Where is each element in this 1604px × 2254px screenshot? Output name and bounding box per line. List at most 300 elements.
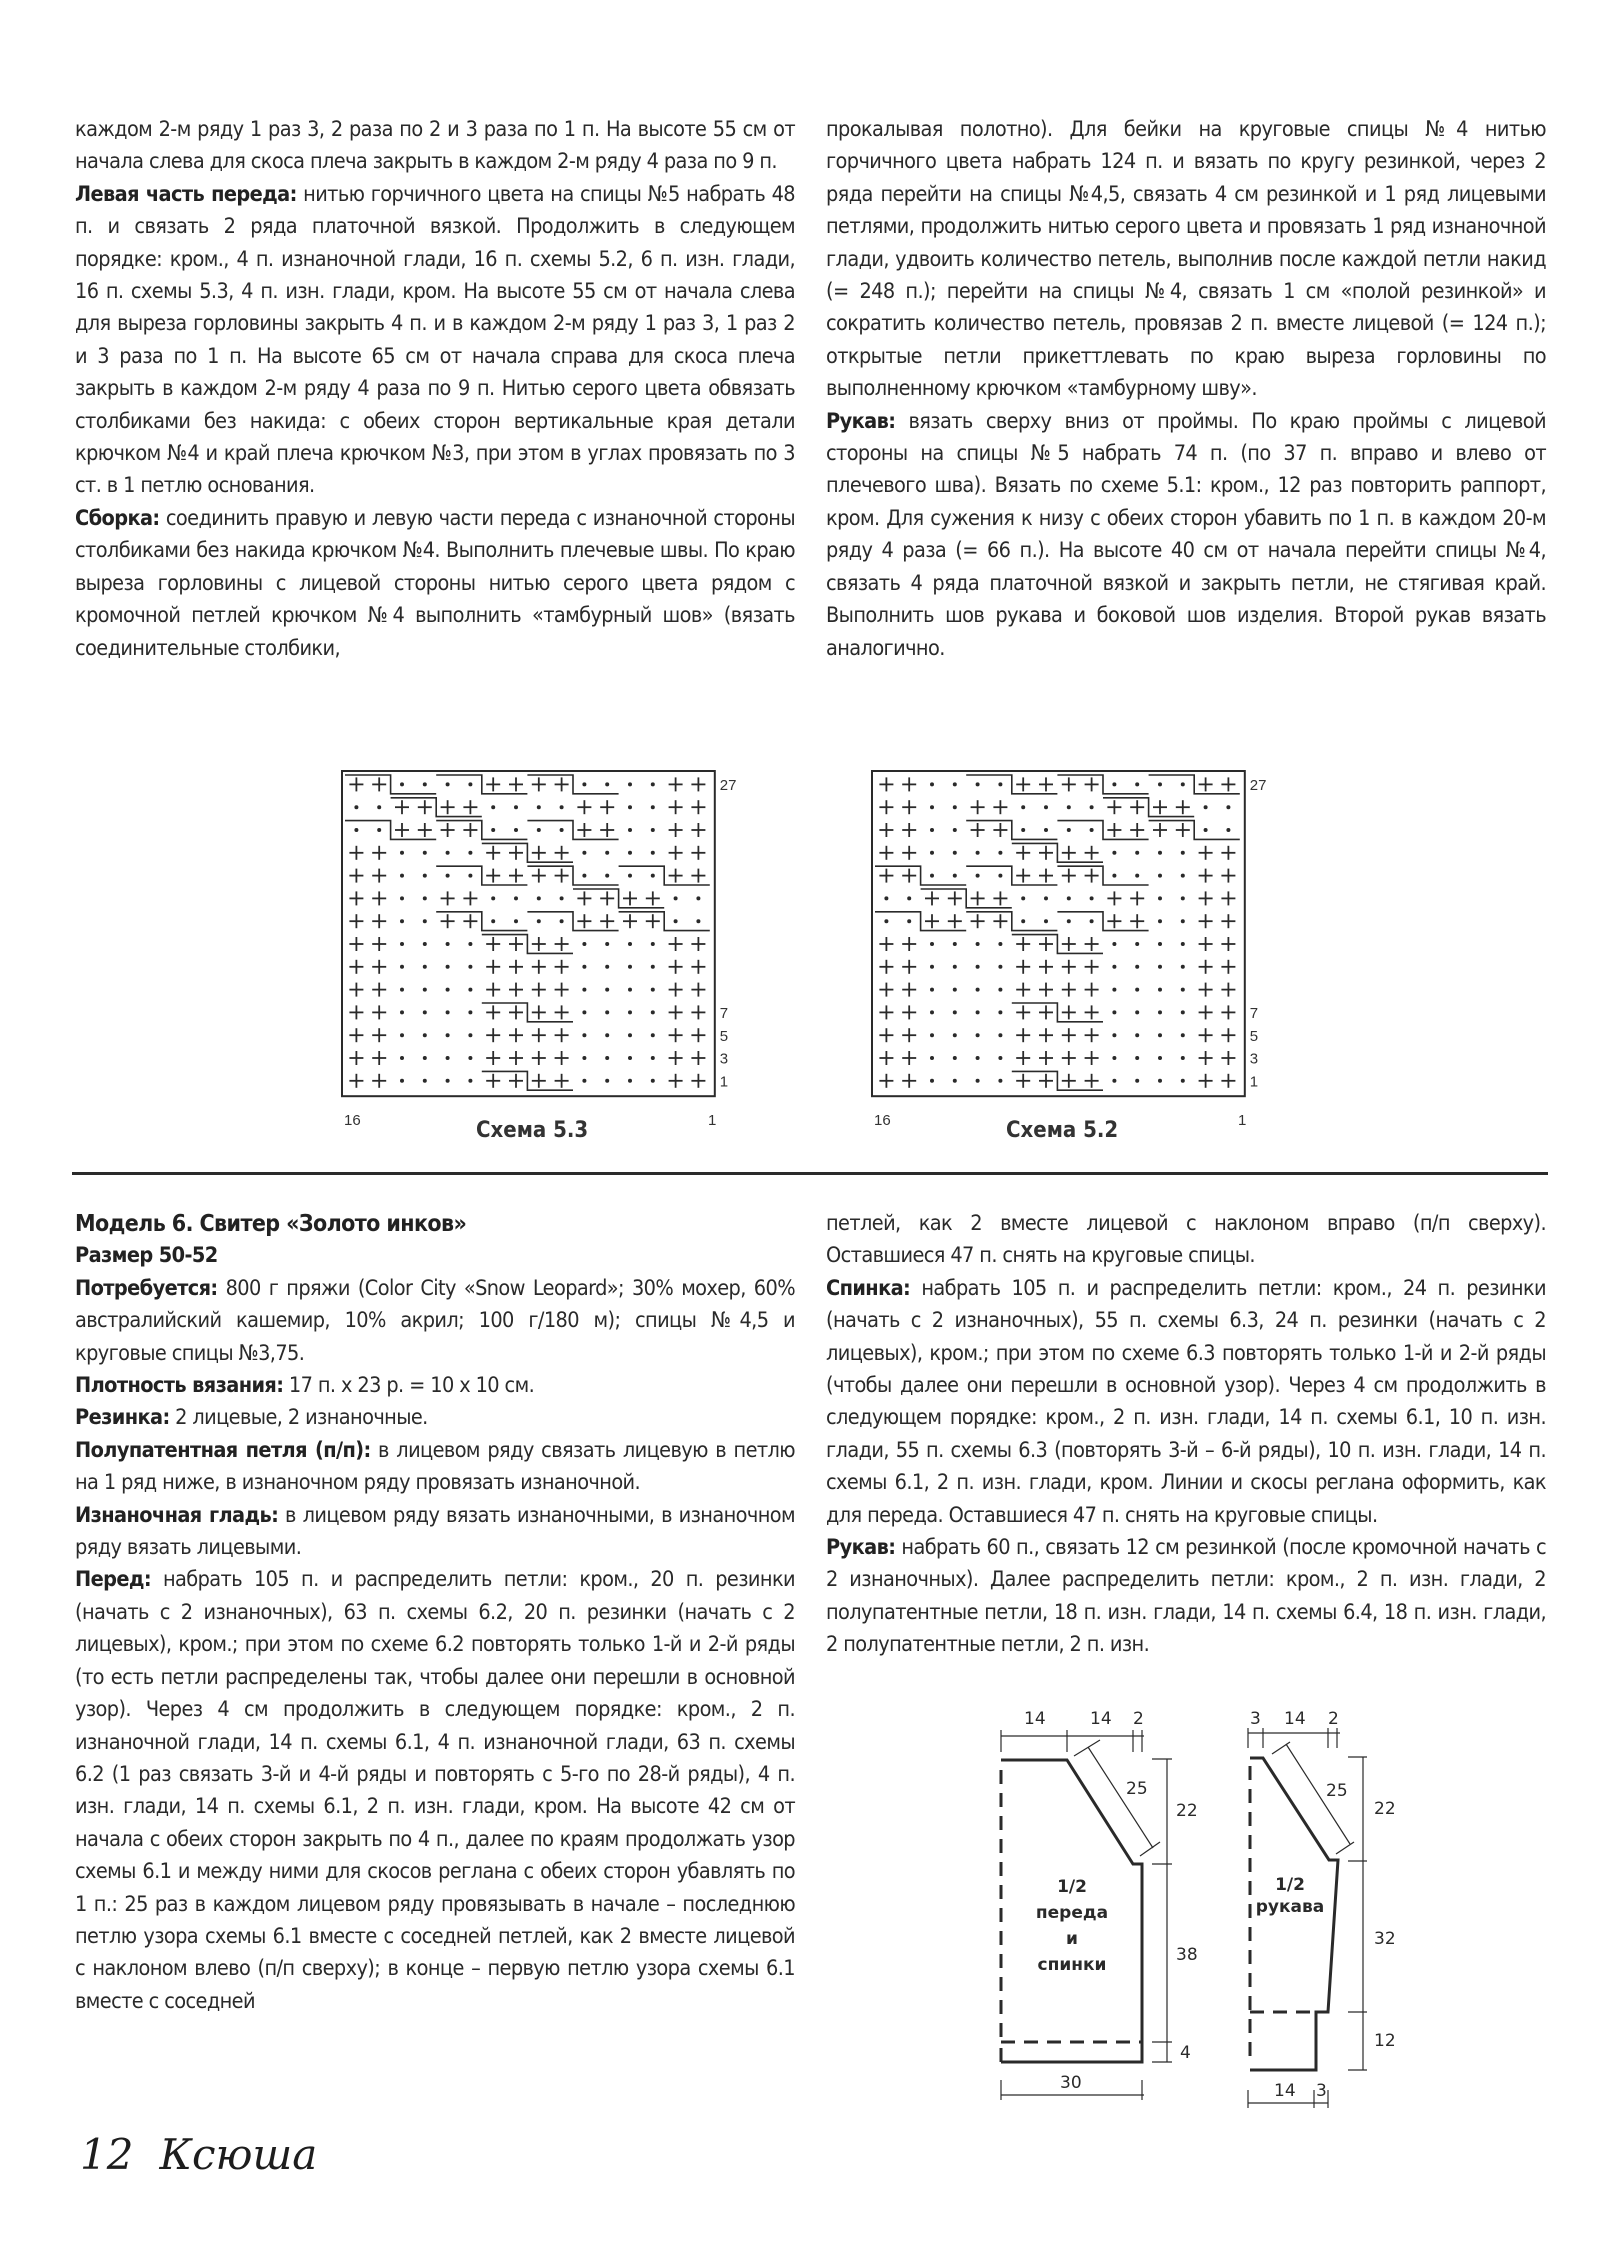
- purl-stitch-symbol: [423, 1010, 427, 1014]
- purl-stitch-symbol: [605, 1033, 609, 1037]
- purl-stitch-symbol: [1044, 828, 1048, 832]
- purl-stitch-symbol: [1112, 782, 1116, 786]
- purl-stitch-symbol: [976, 851, 980, 855]
- schematic-sleeve: [1210, 1700, 1410, 2124]
- purl-stitch-symbol: [930, 828, 934, 832]
- chart-col-label-left: 16: [344, 1112, 361, 1129]
- purl-stitch-symbol: [628, 1033, 632, 1037]
- purl-stitch-symbol: [674, 919, 678, 923]
- text-column-bottom-right: [826, 1208, 1546, 1662]
- purl-stitch-symbol: [651, 965, 655, 969]
- paragraph-assembly: [75, 503, 795, 665]
- purl-stitch-symbol: [514, 828, 518, 832]
- purl-stitch-symbol: [582, 1033, 586, 1037]
- purl-stitch-symbol: [1021, 919, 1025, 923]
- purl-stitch-symbol: [628, 988, 632, 992]
- purl-stitch-symbol: [976, 942, 980, 946]
- chart-grid: [341, 770, 761, 1110]
- purl-stitch-symbol: [446, 988, 450, 992]
- purl-stitch-symbol: [930, 1056, 934, 1060]
- text-column-top-left: [75, 114, 795, 665]
- section-text: в лицевом ряду связать лицевую в петлю на 1 ряд ниже, в изнаночном ряду провязать изнаночной.: [75, 1437, 795, 1496]
- purl-stitch-symbol: [953, 874, 957, 878]
- purl-stitch-symbol: [1226, 828, 1230, 832]
- purl-stitch-symbol: [1181, 1033, 1185, 1037]
- purl-stitch-symbol: [953, 965, 957, 969]
- purl-stitch-symbol: [651, 1010, 655, 1014]
- dim-top-3: 2: [1133, 1709, 1144, 1729]
- purl-stitch-symbol: [468, 1010, 472, 1014]
- purl-stitch-symbol: [1181, 874, 1185, 878]
- purl-stitch-symbol: [468, 965, 472, 969]
- paragraph-sleeve: [826, 1532, 1546, 1662]
- purl-stitch-symbol: [468, 1056, 472, 1060]
- purl-stitch-symbol: [976, 1010, 980, 1014]
- purl-stitch-symbol: [998, 942, 1002, 946]
- dim-right-2: 32: [1374, 1929, 1396, 1949]
- dim-right-3: 4: [1180, 2043, 1191, 2063]
- purl-stitch-symbol: [628, 965, 632, 969]
- text-column-top-right: [826, 114, 1546, 665]
- purl-stitch-symbol: [514, 896, 518, 900]
- chart-grid: [871, 770, 1291, 1110]
- purl-stitch-symbol: [1158, 782, 1162, 786]
- purl-stitch-symbol: [953, 988, 957, 992]
- purl-stitch-symbol: [930, 942, 934, 946]
- purl-stitch-symbol: [930, 782, 934, 786]
- purl-stitch-symbol: [423, 988, 427, 992]
- purl-stitch-symbol: [1021, 805, 1025, 809]
- section-heading: Резинка:: [75, 1405, 170, 1431]
- purl-stitch-symbol: [930, 988, 934, 992]
- purl-stitch-symbol: [1135, 874, 1139, 878]
- dim-top-1: 14: [1024, 1709, 1046, 1729]
- purl-stitch-symbol: [400, 896, 404, 900]
- purl-stitch-symbol: [491, 805, 495, 809]
- purl-stitch-symbol: [628, 805, 632, 809]
- purl-stitch-symbol: [1135, 965, 1139, 969]
- purl-stitch-symbol: [582, 1056, 586, 1060]
- purl-stitch-symbol: [1158, 1010, 1162, 1014]
- purl-stitch-symbol: [400, 1079, 404, 1083]
- purl-stitch-symbol: [651, 874, 655, 878]
- purl-stitch-symbol: [1158, 919, 1162, 923]
- purl-stitch-symbol: [998, 874, 1002, 878]
- purl-stitch-symbol: [651, 1079, 655, 1083]
- schematic-label: 1/2: [1057, 1877, 1087, 1897]
- dim-top-1: 3: [1250, 1709, 1261, 1729]
- dim-right-2: 38: [1176, 1945, 1198, 1965]
- purl-stitch-symbol: [582, 965, 586, 969]
- purl-stitch-symbol: [605, 874, 609, 878]
- size-heading: Размер 50-52: [75, 1243, 218, 1269]
- section-heading: Изнаночная гладь:: [75, 1502, 279, 1528]
- purl-stitch-symbol: [953, 805, 957, 809]
- purl-stitch-symbol: [976, 1079, 980, 1083]
- purl-stitch-symbol: [423, 896, 427, 900]
- dim-raglan: 25: [1326, 1781, 1348, 1801]
- section-text: в лицевом ряду вязать изнаночными, в изнаночном ряду вязать лицевыми.: [75, 1502, 795, 1561]
- purl-stitch-symbol: [1135, 1033, 1139, 1037]
- purl-stitch-symbol: [560, 919, 564, 923]
- purl-stitch-symbol: [423, 874, 427, 878]
- purl-stitch-symbol: [674, 896, 678, 900]
- purl-stitch-symbol: [468, 874, 472, 878]
- purl-stitch-symbol: [1181, 919, 1185, 923]
- purl-stitch-symbol: [446, 942, 450, 946]
- section-heading: Перед:: [75, 1567, 152, 1593]
- dim-bottom: 30: [1060, 2073, 1082, 2093]
- purl-stitch-symbol: [976, 1056, 980, 1060]
- magazine-name: Ксюша: [159, 2130, 318, 2179]
- purl-stitch-symbol: [628, 1079, 632, 1083]
- paragraph-gauge: [75, 1370, 795, 1402]
- schematic-label: рукава: [1255, 1897, 1325, 1917]
- purl-stitch-symbol: [423, 1033, 427, 1037]
- purl-stitch-symbol: [1181, 942, 1185, 946]
- purl-stitch-symbol: [976, 782, 980, 786]
- purl-stitch-symbol: [582, 874, 586, 878]
- text-column-bottom-left: [75, 1208, 795, 2018]
- section-text: 17 п. х 23 р. = 10 х 10 см.: [283, 1373, 535, 1399]
- paragraph-rib: [75, 1402, 795, 1434]
- purl-stitch-symbol: [930, 1010, 934, 1014]
- purl-stitch-symbol: [1204, 828, 1208, 832]
- paragraph: каждом 2-м ряду 1 раз 3, 2 раза по 2 и 3 раза по 1 п. На высоте 55 см от начала слева для скоса плеча закрыть в каждом 2-м ряду 4 раза по 9 п.: [75, 117, 795, 175]
- purl-stitch-symbol: [537, 828, 541, 832]
- section-text: набрать 105 п. и распределить петли: кром., 20 п. резинки (начать с 2 изнаночных), 63 п. схемы 6.2, 20 п. резинки (начать с 2 лицевых), кром.; при этом по схеме 6.2 повторять только 1-й и 2-й ряды (то есть петли распределены так, чтобы далее они перешли в основной узор). Через 4 см продолжить в следующем порядке: кром., 2 п. изнаночной глади, 14 п. схемы 6.1, 4 п. изнаночной глади, 63 п. схемы 6.2 (1 раз связать 3-й и 4-й ряды и повторять с 5-го по 28-й ряды), 4 п. изн. глади, 14 п. схемы 6.1, 2 п. изн. глади, кром. На высоте 42 см от начала с обеих сторон закрыть по 4 п., далее по краям продолжать узор схемы 6.1 и между ними для скосов реглана с обеих сторон убавлять по 1 п.: 25 раз в каждом лицевом ряду провязывать в начале – последнюю петлю узора схемы 6.1 вместе с соседней петлей, как 2 вместе лицевой с наклоном влево (п/п сверху); в конце – первую петлю узора схемы 6.1 вместе с соседней: [75, 1567, 795, 2014]
- purl-stitch-symbol: [1204, 805, 1208, 809]
- chart-col-label-right: 1: [708, 1112, 717, 1129]
- purl-stitch-symbol: [651, 805, 655, 809]
- purl-stitch-symbol: [1158, 851, 1162, 855]
- chart-border: [342, 771, 715, 1096]
- purl-stitch-symbol: [1090, 919, 1094, 923]
- paragraph: петлей, как 2 вместе лицевой с наклоном вправо (п/п сверху). Оставшиеся 47 п. снять на круговые спицы.: [826, 1211, 1546, 1269]
- paragraph-reverse-stockinette: [75, 1500, 795, 1565]
- purl-stitch-symbol: [628, 1056, 632, 1060]
- dim-top-2: 14: [1090, 1709, 1112, 1729]
- purl-stitch-symbol: [560, 896, 564, 900]
- paragraph-front: [75, 1564, 795, 2018]
- purl-stitch-symbol: [998, 851, 1002, 855]
- chart-col-label-right: 1: [1238, 1112, 1247, 1129]
- purl-stitch-symbol: [1067, 919, 1071, 923]
- section-text: набрать 105 п. и распределить петли: кром., 24 п. резинки (начать с 2 изнаночных), 55 п. схемы 6.3, 24 п. резинки (начать с 2 лицевых), кром.; при этом по схеме 6.3 повторять только 1-й и 2-й ряды (чтобы далее они перешли в основной узор). Через 4 см продолжить в следующем порядке: кром., 2 п. изн. глади, 14 п. схемы 6.1, 10 п. изн. глади, 55 п. схемы 6.3 (повторять 3-й – 6-й ряды), 10 п. изн. глади, 14 п. схемы 6.1, 2 п. изн. глади, кром. Линии и скосы реглана оформить, как для переда. Оставшиеся 47 п. снять на круговые спицы.: [826, 1275, 1546, 1528]
- knitting-chart-5-3: [341, 770, 761, 1110]
- purl-stitch-symbol: [1112, 1010, 1116, 1014]
- section-text: 800 г пряжи (Color City «Snow Leopard»; 30% мохер, 60% австралийский кашемир, 10% акрил; 100 г/180 м); спицы №4,5 и круговые спицы №3,75.: [75, 1275, 795, 1366]
- purl-stitch-symbol: [582, 988, 586, 992]
- purl-stitch-symbol: [605, 988, 609, 992]
- section-heading: Сборка:: [75, 505, 160, 531]
- purl-stitch-symbol: [423, 965, 427, 969]
- purl-stitch-symbol: [400, 942, 404, 946]
- model-size: [75, 1240, 795, 1272]
- purl-stitch-symbol: [446, 1033, 450, 1037]
- purl-stitch-symbol: [628, 782, 632, 786]
- page-footer: [80, 2130, 317, 2179]
- purl-stitch-symbol: [537, 896, 541, 900]
- purl-stitch-symbol: [628, 851, 632, 855]
- purl-stitch-symbol: [446, 874, 450, 878]
- purl-stitch-symbol: [930, 805, 934, 809]
- purl-stitch-symbol: [1044, 805, 1048, 809]
- purl-stitch-symbol: [400, 1010, 404, 1014]
- chart-row-label: 27: [1249, 777, 1267, 795]
- page-number: 12: [80, 2130, 134, 2179]
- purl-stitch-symbol: [651, 851, 655, 855]
- purl-stitch-symbol: [998, 1056, 1002, 1060]
- purl-stitch-symbol: [514, 919, 518, 923]
- purl-stitch-symbol: [998, 782, 1002, 786]
- purl-stitch-symbol: [1112, 988, 1116, 992]
- purl-stitch-symbol: [423, 1079, 427, 1083]
- purl-stitch-symbol: [605, 1079, 609, 1083]
- purl-stitch-symbol: [953, 1079, 957, 1083]
- purl-stitch-symbol: [976, 874, 980, 878]
- purl-stitch-symbol: [1044, 896, 1048, 900]
- dim-right-1: 22: [1374, 1799, 1396, 1819]
- purl-stitch-symbol: [605, 851, 609, 855]
- purl-stitch-symbol: [1158, 896, 1162, 900]
- purl-stitch-symbol: [537, 805, 541, 809]
- section-heading: Левая часть переда:: [75, 181, 297, 207]
- purl-stitch-symbol: [1181, 965, 1185, 969]
- purl-stitch-symbol: [1090, 828, 1094, 832]
- schematic-label: спинки: [1037, 1955, 1107, 1975]
- chart-caption: Схема 5.3: [476, 1118, 589, 1143]
- purl-stitch-symbol: [651, 942, 655, 946]
- purl-stitch-symbol: [998, 1033, 1002, 1037]
- purl-stitch-symbol: [468, 851, 472, 855]
- purl-stitch-symbol: [582, 1079, 586, 1083]
- section-text: соединить правую и левую части переда с изнаночной стороны столбиками без накида крючком №4. Выполнить плечевые швы. По краю выреза горловины с лицевой стороны нитью серого цвета рядом с кромочной петлей крючком №4 выполнить «тамбурный шов» (вязать соединительные столбики,: [75, 505, 795, 661]
- knitting-chart-5-2: [871, 770, 1291, 1110]
- section-heading: Плотность вязания:: [75, 1373, 284, 1399]
- purl-stitch-symbol: [1135, 782, 1139, 786]
- purl-stitch-symbol: [907, 919, 911, 923]
- purl-stitch-symbol: [930, 965, 934, 969]
- schematic-front-back-svg: [960, 1700, 1240, 2120]
- purl-stitch-symbol: [1158, 965, 1162, 969]
- chart-caption: Схема 5.2: [1006, 1118, 1119, 1143]
- purl-stitch-symbol: [1112, 851, 1116, 855]
- section-text: 2 лицевые, 2 изнаночные.: [169, 1405, 428, 1431]
- chart-row-label: 3: [719, 1050, 729, 1068]
- purl-stitch-symbol: [560, 805, 564, 809]
- purl-stitch-symbol: [560, 828, 564, 832]
- purl-stitch-symbol: [1181, 782, 1185, 786]
- dim-raglan: 25: [1126, 1779, 1148, 1799]
- chart-row-label: 27: [719, 777, 737, 795]
- purl-stitch-symbol: [537, 919, 541, 923]
- chart-row-label: 1: [719, 1073, 729, 1091]
- purl-stitch-symbol: [1135, 988, 1139, 992]
- purl-stitch-symbol: [651, 828, 655, 832]
- purl-stitch-symbol: [1158, 942, 1162, 946]
- purl-stitch-symbol: [930, 1033, 934, 1037]
- chart-row-label: 7: [719, 1005, 729, 1023]
- purl-stitch-symbol: [1158, 988, 1162, 992]
- purl-stitch-symbol: [930, 1079, 934, 1083]
- purl-stitch-symbol: [1021, 828, 1025, 832]
- purl-stitch-symbol: [1158, 1056, 1162, 1060]
- purl-stitch-symbol: [1135, 1079, 1139, 1083]
- purl-stitch-symbol: [582, 851, 586, 855]
- dim-top-2: 14: [1284, 1709, 1306, 1729]
- purl-stitch-symbol: [400, 851, 404, 855]
- purl-stitch-symbol: [1158, 874, 1162, 878]
- purl-stitch-symbol: [998, 988, 1002, 992]
- purl-stitch-symbol: [468, 1033, 472, 1037]
- purl-stitch-symbol: [605, 1010, 609, 1014]
- purl-stitch-symbol: [400, 988, 404, 992]
- purl-stitch-symbol: [1135, 851, 1139, 855]
- paragraph-left-front: [75, 179, 795, 503]
- purl-stitch-symbol: [1135, 1056, 1139, 1060]
- section-heading: Спинка:: [826, 1275, 911, 1301]
- paragraph-back: [826, 1273, 1546, 1532]
- purl-stitch-symbol: [884, 896, 888, 900]
- purl-stitch-symbol: [1112, 965, 1116, 969]
- purl-stitch-symbol: [1181, 1056, 1185, 1060]
- purl-stitch-symbol: [1067, 805, 1071, 809]
- purl-stitch-symbol: [953, 828, 957, 832]
- purl-stitch-symbol: [628, 942, 632, 946]
- purl-stitch-symbol: [1158, 1079, 1162, 1083]
- purl-stitch-symbol: [423, 782, 427, 786]
- chart-col-label-left: 16: [874, 1112, 891, 1129]
- section-text: вязать сверху вниз от проймы. По краю проймы с лицевой стороны на спицы №5 набрать 74 п. (по 37 п. вправо и влево от плечевого шва). Вязать по схеме 5.1: кром., 12 раз повторить раппорт, кром. Для сужения к низу с обеих сторон убавить по 1 п. в каждом 20-м ряду 4 раза (= 66 п.). На высоте 40 см от начала перейти спицы №4, связать 4 ряда платочной вязкой и закрыть петли, не стягивая край. Выполнить шов рукава и боковой шов изделия. Второй рукав вязать аналогично.: [826, 408, 1546, 661]
- chart-row-label: 3: [1249, 1050, 1259, 1068]
- section-heading: Полупатентная петля (п/п):: [75, 1437, 371, 1463]
- purl-stitch-symbol: [582, 1010, 586, 1014]
- purl-stitch-symbol: [354, 805, 358, 809]
- purl-stitch-symbol: [953, 942, 957, 946]
- purl-stitch-symbol: [696, 896, 700, 900]
- purl-stitch-symbol: [491, 919, 495, 923]
- purl-stitch-symbol: [651, 782, 655, 786]
- purl-stitch-symbol: [628, 1010, 632, 1014]
- section-heading: Рукав:: [826, 1535, 896, 1561]
- purl-stitch-symbol: [468, 988, 472, 992]
- purl-stitch-symbol: [605, 782, 609, 786]
- purl-stitch-symbol: [605, 965, 609, 969]
- schematic-sleeve-svg: [1210, 1700, 1410, 2120]
- purl-stitch-symbol: [884, 919, 888, 923]
- purl-stitch-symbol: [998, 1010, 1002, 1014]
- chart-border: [872, 771, 1245, 1096]
- purl-stitch-symbol: [582, 942, 586, 946]
- purl-stitch-symbol: [468, 942, 472, 946]
- paragraph-halfpatent: [75, 1435, 795, 1500]
- purl-stitch-symbol: [976, 1033, 980, 1037]
- paragraph-sleeve: [826, 406, 1546, 665]
- purl-stitch-symbol: [953, 1033, 957, 1037]
- purl-stitch-symbol: [423, 942, 427, 946]
- purl-stitch-symbol: [423, 919, 427, 923]
- section-text: набрать 60 п., связать 12 см резинкой (после кромочной начать с 2 изнаночных). Далее распределить петли: кром., 2 п. изн. глади, 2 полупатентные петли, 18 п. изн. глади, 14 п. схемы 6.4, 18 п. изн. глади, 2 полупатентные петли, 2 п. изн.: [826, 1535, 1546, 1658]
- purl-stitch-symbol: [628, 828, 632, 832]
- purl-stitch-symbol: [651, 1056, 655, 1060]
- purl-stitch-symbol: [400, 1056, 404, 1060]
- section-text: нитью горчичного цвета на спицы №5 набрать 48 п. и связать 2 ряда платочной вязкой. Продолжить в следующем порядке: кром., 4 п. изнаночной глади, 16 п. схемы 5.2, 6 п. изн. глади, 16 п. схемы 5.3, 4 п. изн. глади, кром. На высоте 55 см от начала слева для выреза горловины закрыть 4 п. и в каждом 2-м ряду 1 раз 3, 1 раз 2 и 3 раза по 1 п. На высоте 65 см от начала справа для скоса плеча закрыть в каждом 2-м ряду 4 раза по 9 п. Нитью серого цвета обвязать столбиками без накида: с обеих сторон вертикальные края детали крючком №4 и край плеча крючком №3, при этом в углах провязать по 3 ст. в 1 петлю основания.: [75, 181, 795, 499]
- purl-stitch-symbol: [696, 919, 700, 923]
- purl-stitch-symbol: [1067, 896, 1071, 900]
- section-heading: Потребуется:: [75, 1275, 218, 1301]
- dim-top-3: 2: [1328, 1709, 1339, 1729]
- purl-stitch-symbol: [377, 828, 381, 832]
- purl-stitch-symbol: [907, 896, 911, 900]
- dim-right-1: 22: [1176, 1801, 1198, 1821]
- purl-stitch-symbol: [446, 1056, 450, 1060]
- purl-stitch-symbol: [1158, 1033, 1162, 1037]
- purl-stitch-symbol: [1112, 1056, 1116, 1060]
- section-divider: [72, 1172, 1548, 1175]
- purl-stitch-symbol: [1044, 919, 1048, 923]
- dim-bottom-2: 3: [1316, 2081, 1327, 2101]
- purl-stitch-symbol: [998, 965, 1002, 969]
- dim-bottom-1: 14: [1274, 2081, 1296, 2101]
- purl-stitch-symbol: [1135, 1010, 1139, 1014]
- purl-stitch-symbol: [1067, 828, 1071, 832]
- chart-row-label: 1: [1249, 1073, 1259, 1091]
- paragraph-materials: [75, 1273, 795, 1370]
- purl-stitch-symbol: [491, 896, 495, 900]
- purl-stitch-symbol: [446, 965, 450, 969]
- purl-stitch-symbol: [1135, 942, 1139, 946]
- purl-stitch-symbol: [400, 919, 404, 923]
- purl-stitch-symbol: [1090, 805, 1094, 809]
- purl-stitch-symbol: [930, 851, 934, 855]
- purl-stitch-symbol: [1090, 896, 1094, 900]
- purl-stitch-symbol: [400, 1033, 404, 1037]
- purl-stitch-symbol: [377, 805, 381, 809]
- chart-row-label: 5: [1249, 1027, 1259, 1045]
- purl-stitch-symbol: [446, 851, 450, 855]
- purl-stitch-symbol: [423, 1056, 427, 1060]
- schematic-label: и: [1066, 1929, 1078, 1949]
- purl-stitch-symbol: [514, 805, 518, 809]
- purl-stitch-symbol: [354, 828, 358, 832]
- purl-stitch-symbol: [1181, 988, 1185, 992]
- purl-stitch-symbol: [1181, 896, 1185, 900]
- purl-stitch-symbol: [953, 782, 957, 786]
- purl-stitch-symbol: [605, 942, 609, 946]
- schematic-label: переда: [1035, 1903, 1109, 1923]
- paragraph: прокалывая полотно). Для бейки на круговые спицы №4 нитью горчичного цвета набрать 124 п. и вязать по кругу резинкой, через 2 ряда перейти на спицы №4,5, связать 4 см резинкой и 1 ряд лицевыми петлями, продолжить нитью серого цвета и провязать 1 ряд изнаночной глади, удвоить количество петель, выполнив после каждой петли накид (= 248 п.); перейти на спицы №4, связать 1 см «полой резинкой» и сократить количество петель, провязав 2 п. вместе лицевой (= 124 п.); открытые петли прикеттлевать по краю выреза горловины по выполненному крючком «тамбурному шву».: [826, 117, 1546, 402]
- section-heading: Рукав:: [826, 408, 896, 434]
- purl-stitch-symbol: [446, 782, 450, 786]
- purl-stitch-symbol: [651, 1033, 655, 1037]
- purl-stitch-symbol: [651, 988, 655, 992]
- purl-stitch-symbol: [1181, 1079, 1185, 1083]
- purl-stitch-symbol: [400, 782, 404, 786]
- schematic-label: 1/2: [1275, 1875, 1305, 1895]
- purl-stitch-symbol: [1181, 851, 1185, 855]
- purl-stitch-symbol: [605, 1056, 609, 1060]
- purl-stitch-symbol: [1112, 1079, 1116, 1083]
- purl-stitch-symbol: [1021, 896, 1025, 900]
- purl-stitch-symbol: [1181, 1010, 1185, 1014]
- purl-stitch-symbol: [1112, 874, 1116, 878]
- purl-stitch-symbol: [468, 782, 472, 786]
- purl-stitch-symbol: [976, 988, 980, 992]
- purl-stitch-symbol: [400, 874, 404, 878]
- purl-stitch-symbol: [468, 1079, 472, 1083]
- purl-stitch-symbol: [446, 1010, 450, 1014]
